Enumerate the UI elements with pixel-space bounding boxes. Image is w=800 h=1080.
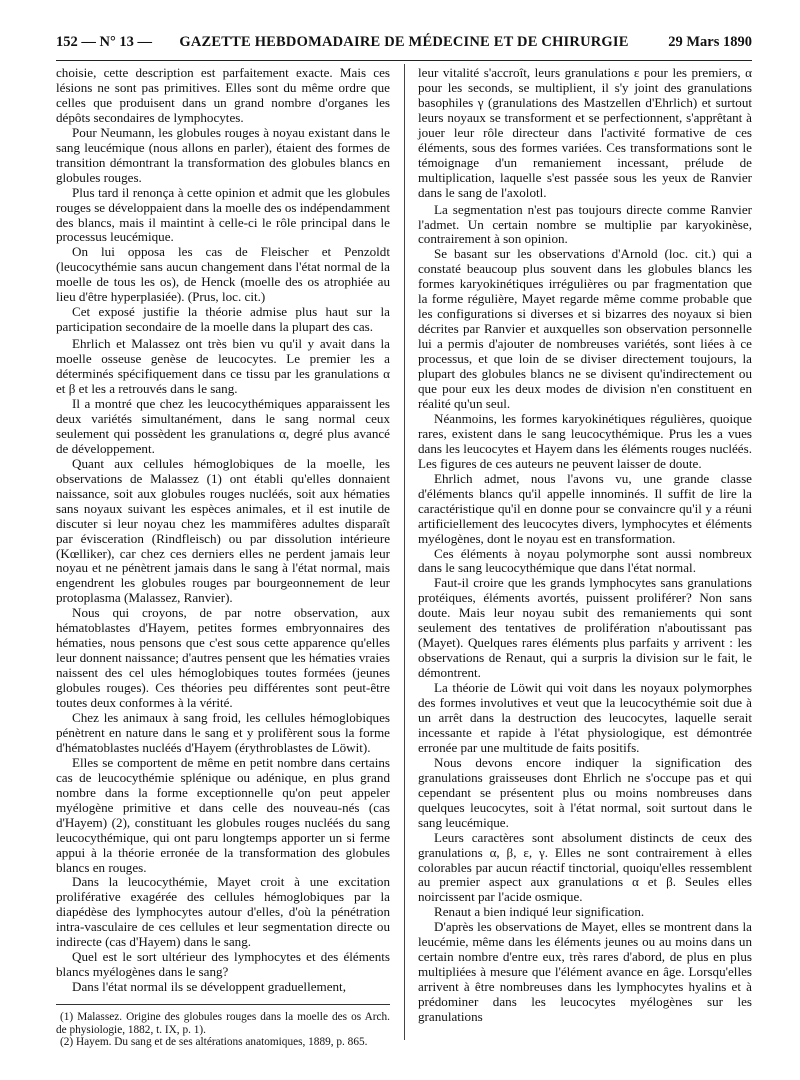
paragraph: D'après les observations de Mayet, elles se montrent dans la leucémie, même dans les éléments jeunes ou au moins dans un certain nombre d'entre eux, très rares d'abord, de plus en plus multipliées à mesure que l'élément avance en âge. Lorsqu'elles arrivent à être nombreuses dans les lymphocytes hyalins et à prédominer dans les leucocytes myélogènes sur les granulations xyxy=(418,919,752,1025)
paragraph: Ehrlich et Malassez ont très bien vu qu'il y avait dans la moelle osseuse genèse de leucocytes. Le premier les a déterminés spécifiquement dans ce tissu par les granulations α et β et les a retrouvés dans le sang. xyxy=(56,336,390,397)
footnote: (2) Hayem. Du sang et de ses altérations anatomiques, 1889, p. 865. xyxy=(60,1036,368,1049)
paragraph: Nous devons encore indiquer la signification des granulations graisseuses dont Ehrlich ne s'occupe pas et qui cependant se présentent plus ou moins nombreuses dans quelques leucocytes, soit à l'état normal, soit surtout dans le sang leucémique. xyxy=(418,754,752,830)
paragraph: Elles se comportent de même en petit nombre dans certains cas de leucocythémie splénique ou adénique, en plus grand nombre dans la forme exceptionnelle qu'on peut appeler myélogène primitive et dans celle des nouveau-nés (cas d'Hayem) (2), constituant les globules rouges nucléés du sang leucocythémique, qui ont paru longtemps apporter un si ferme appui à la théorie erronée de la transformation des globules blancs en rouges. xyxy=(56,754,390,875)
paragraph: La théorie de Löwit qui voit dans les noyaux polymorphes des formes involutives et veut que la leucocythémie soit due à un arrêt dans la destruction des leucocytes, laquelle serait incessante et rapide à l'état physiologique, est démontrée erronée par une multitude de faits positifs. xyxy=(418,680,752,755)
paragraph: Cet exposé justifie la théorie admise plus haut sur la participation secondaire de la moelle dans la plupart des cas. xyxy=(56,304,390,335)
right-column xyxy=(418,66,752,1025)
paragraph: Dans l'état normal ils se développent graduellement, xyxy=(72,979,346,995)
footnote-rule xyxy=(56,1004,390,1005)
paragraph: choisie, cette description est parfaitement exacte. Mais ces lésions ne sont pas primitives. Elles sont du même ordre que celles que produisent dans un grand nombre d'organes les dépôts secondaires de lymphocytes. xyxy=(56,65,390,125)
paragraph: Il a montré que chez les leucocythémiques apparaissent les deux variétés simultanément, dans le sang normal ceux seulement qui possèdent les granulations α, degré plus avancé de développement. xyxy=(56,395,390,456)
paragraph: Quant aux cellules hémoglobiques de la moelle, les observations de Malassez (1) ont établi qu'elles donnaient naissance, soit aux globules rouges nucléés, soit aux hématies sans noyaux suivant les espèces animales, et il est inutile de discuter si leur noyau chez les mammifères adultes disparaît par évisceration (Rindfleisch) ou par dissolution intérieure (Kœlliker), car chez ces derniers elles ne perdent jamais leur noyau et ne pénètrent jamais dans le sang à l'état normal, mais engendrent les globules rouges par bourgeonnement de leur protoplasma (Malassez, Ranvier). xyxy=(56,455,390,606)
journal-title: GAZETTE HEBDOMADAIRE DE MÉDECINE ET DE CHIRURGIE xyxy=(179,34,629,50)
paragraph: Quel est le sort ultérieur des lymphocytes et des éléments blancs myélogènes dans le sang? xyxy=(56,949,390,980)
left-column xyxy=(56,66,390,1049)
paragraph: Dans la leucocythémie, Mayet croit à une excitation proliférative exagérée des cellules hémoglobiques par la diapédèse des lymphocytes autour d'elles, d'où la pénétration intra-vasculaire de ces cellules et leur segmentation directe ou indirecte (cas d'Hayem) dans le sang. xyxy=(56,874,390,950)
paragraph: Néanmoins, les formes karyokinétiques régulières, quoique rares, existent dans le sang leucocythémique. Prus les a vues dans les leucocytes et Hayem dans les éléments rouges nucléés. Les figures de ces auteurs ne peuvent laisser de doute. xyxy=(418,410,752,471)
page-header xyxy=(56,34,752,54)
paragraph: Ehrlich admet, nous l'avons vu, une grande classe d'éléments blancs qu'il appelle innominés. Il suffit de lire la caractéristique qu'il en donne pour se convaincre qu'il y a réuni artificiellement des leucocytes divers, lymphocytes et éléments myélogènes, dont le noyau est en transformation. xyxy=(418,470,752,546)
issue-date: 29 Mars 1890 xyxy=(668,34,752,50)
page-number: 152 — N° 13 — xyxy=(56,34,153,50)
paragraph: leur vitalité s'accroît, leurs granulations ε pour les premiers, α pour les seconds, se multiplient, il s'y joint des granulations basophiles γ (granulations des Mastzellen d'Ehrlich) et surtout leurs noyaux se transforment et se perfectionnent, s'apprêtant à jouer leur rôle directeur dans l'activité formative de ces éléments, sous des formes variées. Ces transformations sont le témoignage d'un remaniement incessant, prélude de multiplication, laquelle s'est passée sous les yeux de Ranvier dans le sang de l'axolotl. xyxy=(418,65,752,200)
paragraph: Renaut a bien indiqué leur signification. xyxy=(434,904,645,920)
paragraph: Ces éléments à noyau polymorphe sont aussi nombreux dans le sang leucocythémique que dans l'état normal. xyxy=(418,545,752,576)
footnote: (1) Malassez. Origine des globules rouges dans la moelle des os Arch. de physiologie, 1882, t. IX, p. 1). xyxy=(56,1011,390,1036)
footnotes xyxy=(56,1011,390,1049)
paragraph: Se basant sur les observations d'Arnold (loc. cit.) qui a constaté beaucoup plus souvent dans les globules blancs les formes karyokinétiques irrégulières ou par fragmentation que la forme régulière, Mayet regarde même comme probable que les configurations si diverses et si bizarres des noyaux si bien décrites par Ranvier et auxquelles son observation personnelle lui a permis d'ajouter de nombreuses variétés, sont liées à ce processus, et que loin de se diviser directement toujours, la plupart des globules blancs ne se divisent qu'indirectement ou que pour eux les deux modes de division n'en constituent en réalité qu'un seul. xyxy=(418,246,752,411)
paragraph: Faut-il croire que les grands lymphocytes sans granulations protéiques, éléments avortés, puissent proliférer? Non sans doute. Mais leur noyau subit des remaniements qui sont seulement des tentatives de prolifération n'aboutissant pas (Mayet). Quelques rares éléments plus parfaits y arrivent : les observations de Renaut, qui a surpris la division sur le fait, le démontrent. xyxy=(418,575,752,681)
paragraph: Plus tard il renonça à cette opinion et admit que les globules rouges se développaient dans la moelle des os indépendamment des blancs, mais il maintint à celle-ci le rôle principal dans le processus leucémique. xyxy=(56,184,390,245)
column-divider xyxy=(404,64,405,1040)
header-rule xyxy=(56,60,752,61)
paragraph: La segmentation n'est pas toujours directe comme Ranvier l'admet. Un certain nombre se multiplie par karyokinèse, contrairement à son opinion. xyxy=(418,201,752,247)
paragraph: Nous qui croyons, de par notre observation, aux hématoblastes d'Hayem, petites formes embryonnaires des hématies, nous pensons que c'est sous cette apparence qu'elles leur donnent naissance; d'autres pensent que les hématies vraies naissent des cel ules hémoglobiques toutes formées (jeunes globules rouges). Ces théories peu différentes sont peut-être toutes deux conformes à la vérité. xyxy=(56,605,390,711)
paragraph: Leurs caractères sont absolument distincts de ceux des granulations α, β, ε, γ. Elles ne sont contrairement à elles colorables par aucun réactif tinctorial, quoiqu'elles ressemblent au premier aspect aux granulations α et β. Seules elles noircissent par l'acide osmique. xyxy=(418,829,752,905)
paragraph: Chez les animaux à sang froid, les cellules hémoglobiques pénètrent en nature dans le sang et y prolifèrent sous la forme d'hématoblastes nucléés d'Hayem (érythroblastes de Löwit). xyxy=(56,709,390,755)
paragraph: Pour Neumann, les globules rouges à noyau existant dans le sang leucémique (nous allons en parler), étaient des formes de transition démontrant la transformation des globules blancs en globules rouges. xyxy=(56,124,390,185)
paragraph: On lui opposa les cas de Fleischer et Penzoldt (leucocythémie sans aucun changement dans l'état normal de la moelle de tous les os), de Henck (moelle des os atrophiée au lieu d'être hyperplasiée). (Prus, loc. cit.) xyxy=(56,244,390,305)
